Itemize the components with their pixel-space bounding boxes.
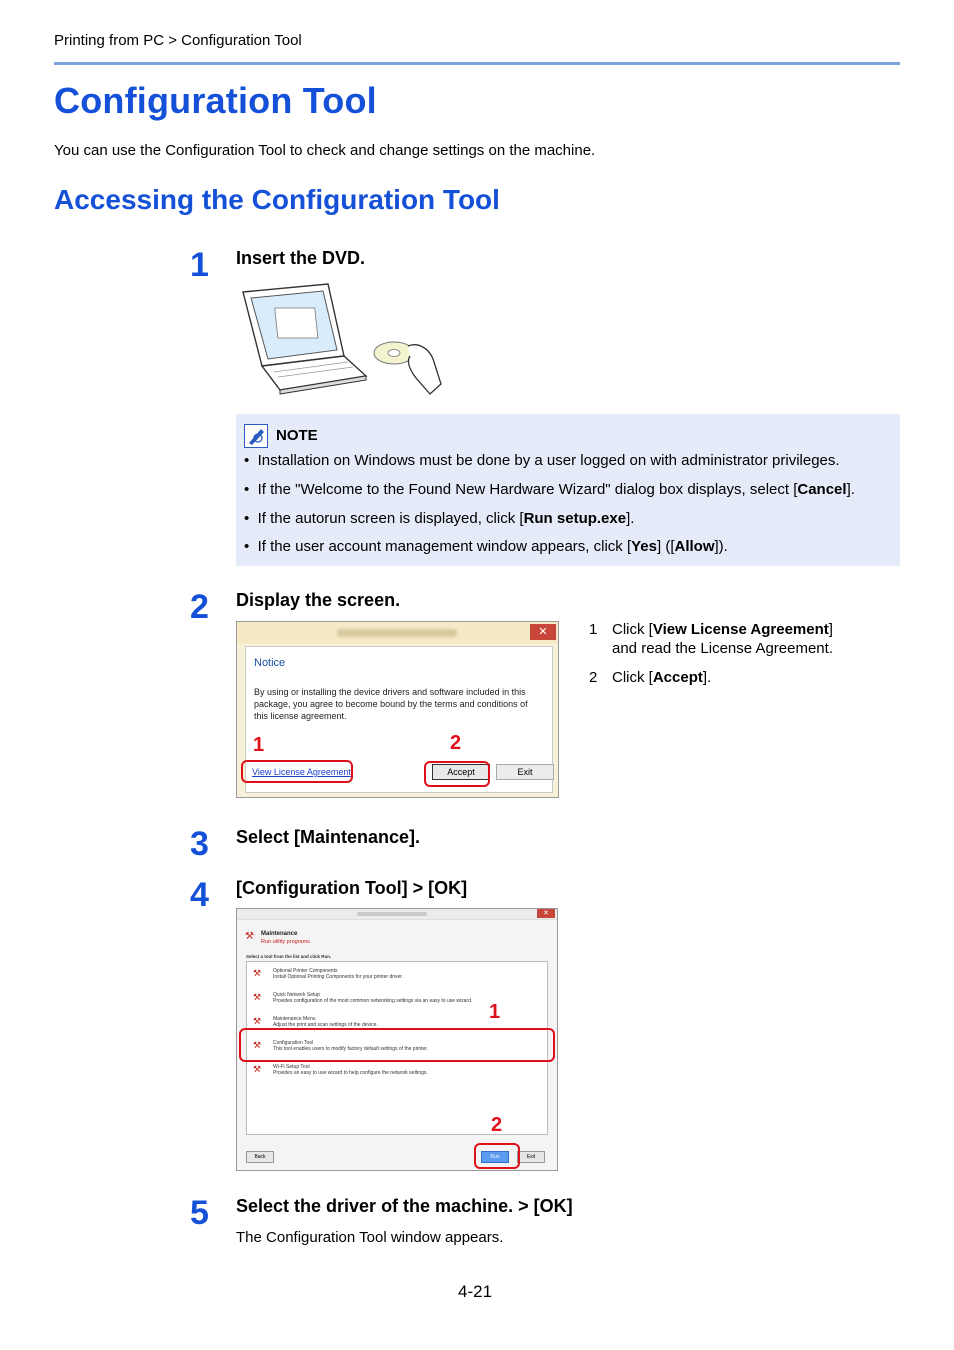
notice-label: Notice bbox=[254, 657, 286, 669]
step2-note-1: 1 bbox=[589, 621, 598, 638]
step2-note-2: 2 bbox=[589, 669, 598, 686]
view-license-link[interactable]: View License Agreement bbox=[252, 767, 351, 777]
callout-box-1 bbox=[241, 760, 353, 783]
step-number-4: 4 bbox=[190, 876, 209, 914]
close-icon[interactable]: ✕ bbox=[530, 624, 556, 640]
dialog-titlebar bbox=[237, 622, 558, 644]
license-dialog-screenshot bbox=[236, 621, 559, 798]
list-instruction: Select a tool from the list and click Run. bbox=[246, 954, 332, 959]
close-icon[interactable]: ✕ bbox=[537, 909, 555, 918]
step-title-5: Select the driver of the machine. > [OK] bbox=[236, 1196, 573, 1216]
callout-number-2: 2 bbox=[491, 1114, 503, 1136]
note-item: • If the "Welcome to the Found New Hardware Wizard" dialog box displays, select [Cancel]. bbox=[244, 481, 855, 498]
maintenance-heading: Maintenance bbox=[261, 931, 298, 937]
header-rule bbox=[54, 62, 900, 65]
maintenance-subheading: Run utility programs bbox=[261, 939, 310, 945]
note-item: • Installation on Windows must be done by a user logged on with administrator privileges. bbox=[244, 452, 840, 469]
section-title: Accessing the Configuration Tool bbox=[54, 184, 500, 215]
run-button[interactable]: Run bbox=[481, 1151, 509, 1163]
tools-icon: ⚒ bbox=[245, 931, 254, 942]
dialog-titlebar bbox=[237, 909, 557, 920]
exit-button[interactable]: Exit bbox=[496, 764, 554, 780]
tools-icon: ⚒ bbox=[253, 992, 262, 1002]
page-title: Configuration Tool bbox=[54, 80, 377, 121]
breadcrumb: Printing from PC > Configuration Tool bbox=[54, 32, 302, 49]
accept-button[interactable]: Accept bbox=[432, 764, 490, 780]
step-title-4: [Configuration Tool] > [OK] bbox=[236, 878, 468, 898]
step2-note-2-text: Click [Accept]. bbox=[612, 669, 712, 686]
step-number-5: 5 bbox=[190, 1194, 209, 1232]
callout-box-2 bbox=[474, 1143, 520, 1169]
back-button[interactable]: Back bbox=[246, 1151, 274, 1163]
callout-box-1 bbox=[239, 1028, 555, 1062]
note-item: • If the autorun screen is displayed, click [Run setup.exe]. bbox=[244, 510, 635, 527]
callout-number-1: 1 bbox=[489, 1001, 501, 1023]
note-heading: NOTE bbox=[276, 427, 318, 444]
note-icon bbox=[244, 424, 268, 448]
laptop-dvd-illustration bbox=[238, 282, 444, 400]
license-text: By using or installing the device drivers and software included in this package, you agree to become bound by the terms and conditions of this license agreement. bbox=[254, 687, 528, 721]
step-title-3: Select [Maintenance]. bbox=[236, 827, 421, 847]
callout-number-1: 1 bbox=[253, 734, 265, 756]
blurred-title bbox=[357, 912, 427, 916]
note-item: • If the user account management window appears, click [Yes] ([Allow]). bbox=[244, 538, 728, 555]
tools-icon: ⚒ bbox=[253, 1016, 262, 1026]
page-number: 4-21 bbox=[458, 1282, 493, 1301]
step5-text: The Configuration Tool window appears. bbox=[236, 1229, 504, 1246]
callout-box-2 bbox=[424, 761, 490, 787]
maintenance-dialog-screenshot bbox=[236, 908, 558, 1171]
step-title-2: Display the screen. bbox=[236, 590, 401, 610]
step-number-3: 3 bbox=[190, 825, 209, 863]
step-title-1: Insert the DVD. bbox=[236, 248, 366, 268]
tools-icon: ⚒ bbox=[253, 1064, 262, 1074]
tools-icon: ⚒ bbox=[253, 1040, 262, 1050]
step-number-2: 2 bbox=[190, 588, 209, 626]
callout-number-2: 2 bbox=[450, 732, 462, 754]
tool-list: ⚒ Optional Printer Components Install Optional Printing Components for your printer driver. ⚒ Quick Network Setup Provides configuration of the most common networking settings via an easy to use wizard. ⚒ Maintenance Menu Adjust the print and scan settings of the device. ⚒ Configuration Tool This tool enables users to modify factory default settings of the printer. ⚒ Wi-Fi Setup Tool Provides an easy to use wizard to help configure the network settings. bbox=[246, 961, 548, 1135]
step2-note-1-text: Click [View License Agreement] and read the License Agreement. bbox=[612, 621, 833, 657]
exit-button[interactable]: Exit bbox=[517, 1151, 545, 1163]
tools-icon: ⚒ bbox=[253, 968, 262, 978]
step-number-1: 1 bbox=[190, 246, 209, 284]
intro-text: You can use the Configuration Tool to check and change settings on the machine. bbox=[54, 142, 596, 159]
blurred-title bbox=[337, 629, 457, 637]
